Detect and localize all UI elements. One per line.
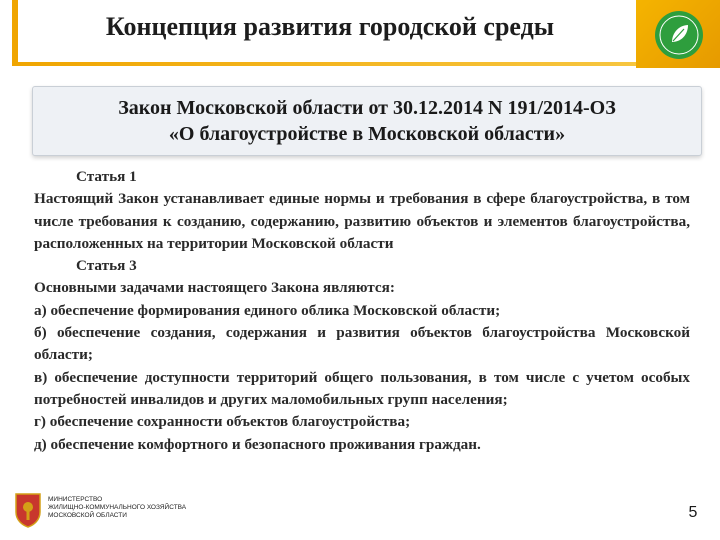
law-title-box: [32, 86, 702, 156]
page-title: Концепция развития городской среды: [105, 12, 555, 41]
law-body-text: [34, 166, 690, 456]
list-item: г) обеспечение сохранности объектов благоустройства;: [34, 413, 411, 431]
ministry-line3: МОСКОВСКОЙ ОБЛАСТИ: [48, 512, 127, 519]
ministry-label: [48, 496, 228, 520]
page-number: 5: [688, 504, 698, 521]
ministry-line1: МИНИСТЕРСТВО: [48, 496, 103, 503]
list-item: в) обеспечение доступности территорий общего пользования, в том числе с учетом особых потребностей инвалидов и других маломобильных групп населения;: [34, 368, 690, 408]
law-title-line2: «О благоустройстве в Московской области»: [168, 123, 566, 145]
article3-heading: Статья 3: [76, 257, 137, 275]
article1-text: Настоящий Закон устанавливает единые нормы и требования в сфере благоустройства, в том числе требования к созданию, содержанию, развитию объектов и элементов благоустройства, расположенных на территории Московской области: [34, 190, 690, 252]
list-item: а) обеспечение формирования единого облика Московской области;: [34, 301, 501, 319]
coat-of-arms-icon: [14, 492, 42, 528]
article3-intro: Основными задачами настоящего Закона являются:: [34, 279, 395, 297]
list-item: д) обеспечение комфортного и безопасного проживания граждан.: [34, 435, 481, 453]
ministry-line2: ЖИЛИЩНО-КОММУНАЛЬНОГО ХОЗЯЙСТВА: [48, 504, 187, 511]
law-title-line1: Закон Московской области от 30.12.2014 N 191/2014-ОЗ: [118, 97, 616, 119]
slide-header: [0, 0, 720, 68]
header-bar: [12, 0, 642, 66]
leaf-icon: [654, 10, 704, 60]
article1-heading: Статья 1: [76, 168, 137, 185]
list-item: б) обеспечение создания, содержания и развития объектов благоустройства Московской области;: [34, 324, 690, 364]
